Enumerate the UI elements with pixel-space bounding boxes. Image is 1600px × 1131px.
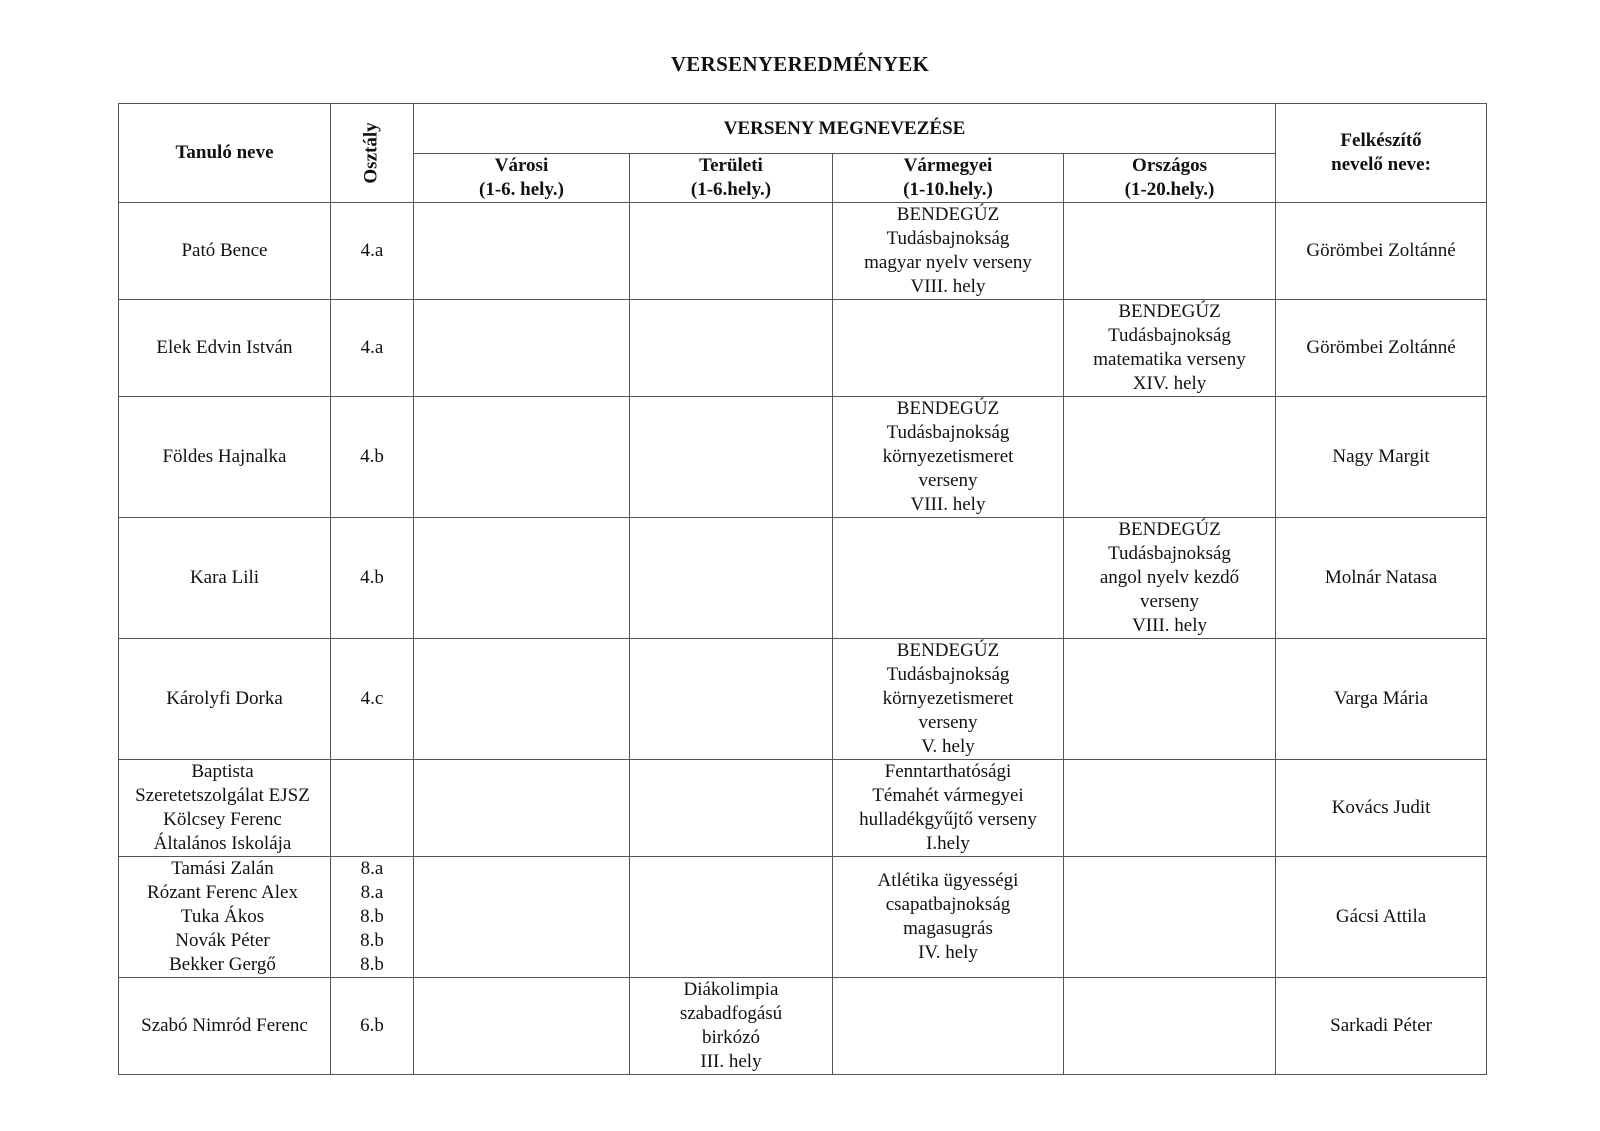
county-result-line: Atlétika ügyességi bbox=[877, 870, 1019, 891]
county-result-cell bbox=[833, 397, 1064, 518]
national-result-line: XIV. hely bbox=[1132, 373, 1207, 394]
national-result-line: verseny bbox=[1139, 591, 1200, 612]
table-row bbox=[119, 397, 1487, 518]
area-result-cell bbox=[630, 760, 833, 857]
teacher-cell: Sarkadi Péter bbox=[1276, 978, 1487, 1075]
teacher-cell: Kovács Judit bbox=[1276, 760, 1487, 857]
student-name-line: Általános Iskolája bbox=[153, 833, 292, 854]
county-result-line: IV. hely bbox=[918, 942, 978, 963]
results-body bbox=[119, 203, 1487, 1075]
city-result-cell bbox=[414, 857, 630, 978]
student-name-cell: Elek Edvin István bbox=[119, 300, 331, 397]
county-result-line: csapatbajnokság bbox=[885, 894, 1011, 915]
county-header-line2: (1-10.hely.) bbox=[903, 179, 993, 200]
area-header-line1: Területi bbox=[699, 155, 763, 176]
county-result-line: BENDEGÚZ bbox=[896, 398, 1000, 419]
area-result-line: szabadfogású bbox=[679, 1003, 783, 1024]
student-name-cell bbox=[119, 857, 331, 978]
class-cell bbox=[331, 857, 414, 978]
teacher-header-line1: Felkészítő bbox=[1340, 130, 1422, 151]
county-result-cell bbox=[833, 760, 1064, 857]
county-result-line: Fenntarthatósági bbox=[884, 761, 1012, 782]
class-cell: 4.c bbox=[331, 639, 414, 760]
national-result-cell bbox=[1064, 397, 1276, 518]
area-result-cell bbox=[630, 857, 833, 978]
area-result-line: Diákolimpia bbox=[683, 979, 779, 1000]
county-header bbox=[833, 154, 1064, 203]
national-result-line: BENDEGÚZ bbox=[1118, 519, 1221, 540]
page-title: VERSENYEREDMÉNYEK bbox=[670, 52, 930, 76]
national-result-line: VIII. hely bbox=[1132, 615, 1207, 636]
student-name-line: Tamási Zalán bbox=[171, 858, 274, 879]
county-result-cell bbox=[833, 300, 1064, 397]
national-result-cell bbox=[1064, 857, 1276, 978]
class-cell: 4.b bbox=[331, 518, 414, 639]
class-cell: 4.b bbox=[331, 397, 414, 518]
table-row bbox=[119, 857, 1487, 978]
national-header-line2: (1-20.hely.) bbox=[1124, 179, 1215, 200]
county-result-line: környezetismeret bbox=[882, 446, 1014, 467]
class-cell: 4.a bbox=[331, 203, 414, 300]
class-cell: 6.b bbox=[331, 978, 414, 1075]
county-result-cell bbox=[833, 639, 1064, 760]
national-result-line: matematika verseny bbox=[1093, 349, 1246, 370]
national-result-cell bbox=[1064, 300, 1276, 397]
county-header-line1: Vármegyei bbox=[903, 155, 993, 176]
county-result-line: I.hely bbox=[926, 833, 970, 854]
county-result-line: Tudásbajnokság bbox=[886, 664, 1010, 685]
area-result-cell bbox=[630, 397, 833, 518]
student-name-line: Baptista bbox=[191, 761, 254, 782]
county-result-cell bbox=[833, 518, 1064, 639]
city-result-cell bbox=[414, 639, 630, 760]
teacher-cell: Görömbei Zoltánné bbox=[1276, 203, 1487, 300]
area-result-cell bbox=[630, 518, 833, 639]
city-result-cell bbox=[414, 760, 630, 857]
national-result-cell bbox=[1064, 518, 1276, 639]
student-name-cell: Szabó Nimród Ferenc bbox=[119, 978, 331, 1075]
city-header bbox=[414, 154, 630, 203]
national-header bbox=[1064, 154, 1276, 203]
table-row bbox=[119, 203, 1487, 300]
student-name-cell: Károlyfi Dorka bbox=[119, 639, 331, 760]
student-name-cell bbox=[119, 760, 331, 857]
table-row bbox=[119, 760, 1487, 857]
national-result-line: BENDEGÚZ bbox=[1118, 301, 1221, 322]
teacher-header bbox=[1276, 104, 1487, 203]
county-result-line: verseny bbox=[918, 470, 978, 491]
class-line: 8.a bbox=[360, 882, 384, 903]
student-name-cell: Kara Lili bbox=[119, 518, 331, 639]
student-name-line: Novák Péter bbox=[175, 930, 270, 951]
area-result-line: birkózó bbox=[701, 1027, 761, 1048]
national-result-line: angol nyelv kezdő bbox=[1099, 567, 1240, 588]
county-result-line: V. hely bbox=[921, 736, 975, 757]
city-header-line1: Városi bbox=[494, 155, 549, 176]
student-name-line: Rózant Ferenc Alex bbox=[147, 882, 298, 903]
teacher-cell: Varga Mária bbox=[1276, 639, 1487, 760]
county-result-cell bbox=[833, 203, 1064, 300]
class-header bbox=[331, 104, 414, 203]
area-header bbox=[630, 154, 833, 203]
table-row bbox=[119, 518, 1487, 639]
city-result-cell bbox=[414, 300, 630, 397]
student-name-line: Kölcsey Ferenc bbox=[163, 809, 282, 830]
class-line: 8.b bbox=[360, 930, 384, 951]
county-result-line: magyar nyelv verseny bbox=[864, 252, 1032, 273]
national-result-cell bbox=[1064, 760, 1276, 857]
county-result-line: hulladékgyűjtő verseny bbox=[859, 809, 1037, 830]
city-header-line2: (1-6. hely.) bbox=[479, 179, 564, 200]
header-row bbox=[119, 104, 1487, 154]
teacher-cell: Nagy Margit bbox=[1276, 397, 1487, 518]
class-cell bbox=[331, 760, 414, 857]
class-line: 8.b bbox=[360, 906, 384, 927]
county-result-line: BENDEGÚZ bbox=[896, 640, 1000, 661]
national-result-cell bbox=[1064, 639, 1276, 760]
city-result-cell bbox=[414, 518, 630, 639]
student-name-line: Szeretetszolgálat EJSZ bbox=[135, 785, 310, 806]
teacher-cell: Molnár Natasa bbox=[1276, 518, 1487, 639]
county-result-line: környezetismeret bbox=[882, 688, 1014, 709]
county-result-line: VIII. hely bbox=[910, 276, 986, 297]
area-result-cell bbox=[630, 203, 833, 300]
national-result-line: Tudásbajnokság bbox=[1108, 543, 1231, 564]
national-header-line1: Országos bbox=[1132, 155, 1207, 176]
competition-header: VERSENY MEGNEVEZÉSE bbox=[414, 104, 1276, 154]
county-result-line: Témahét vármegyei bbox=[872, 785, 1024, 806]
student-name-line: Bekker Gergő bbox=[169, 954, 276, 975]
teacher-cell: Gácsi Attila bbox=[1276, 857, 1487, 978]
county-result-line: VIII. hely bbox=[910, 494, 986, 515]
county-result-line: verseny bbox=[918, 712, 978, 733]
county-result-line: BENDEGÚZ bbox=[896, 204, 1000, 225]
class-line: 8.a bbox=[360, 858, 384, 879]
county-result-cell bbox=[833, 857, 1064, 978]
student-name-cell: Földes Hajnalka bbox=[119, 397, 331, 518]
county-result-line: Tudásbajnokság bbox=[886, 422, 1010, 443]
area-result-cell bbox=[630, 300, 833, 397]
city-result-cell bbox=[414, 978, 630, 1075]
area-result-cell bbox=[630, 978, 833, 1075]
city-result-cell bbox=[414, 203, 630, 300]
class-cell: 4.a bbox=[331, 300, 414, 397]
county-result-line: magasugrás bbox=[903, 918, 993, 939]
area-result-line: III. hely bbox=[700, 1051, 762, 1072]
student-name-header: Tanuló neve bbox=[119, 104, 331, 203]
county-result-cell bbox=[833, 978, 1064, 1075]
area-result-cell bbox=[630, 639, 833, 760]
national-result-cell bbox=[1064, 203, 1276, 300]
area-header-line2: (1-6.hely.) bbox=[690, 179, 772, 200]
national-result-line: Tudásbajnokság bbox=[1108, 325, 1231, 346]
table-row bbox=[119, 978, 1487, 1075]
national-result-cell bbox=[1064, 978, 1276, 1075]
table-row bbox=[119, 300, 1487, 397]
county-result-line: Tudásbajnokság bbox=[886, 228, 1010, 249]
class-line: 8.b bbox=[360, 954, 384, 975]
teacher-cell: Görömbei Zoltánné bbox=[1276, 300, 1487, 397]
city-result-cell bbox=[414, 397, 630, 518]
table-row bbox=[119, 639, 1487, 760]
results-table bbox=[118, 103, 1487, 1075]
student-name-cell: Pató Bence bbox=[119, 203, 331, 300]
class-header-label: Osztály bbox=[361, 122, 382, 184]
teacher-header-line2: nevelő neve: bbox=[1331, 154, 1431, 175]
student-name-line: Tuka Ákos bbox=[180, 906, 265, 927]
